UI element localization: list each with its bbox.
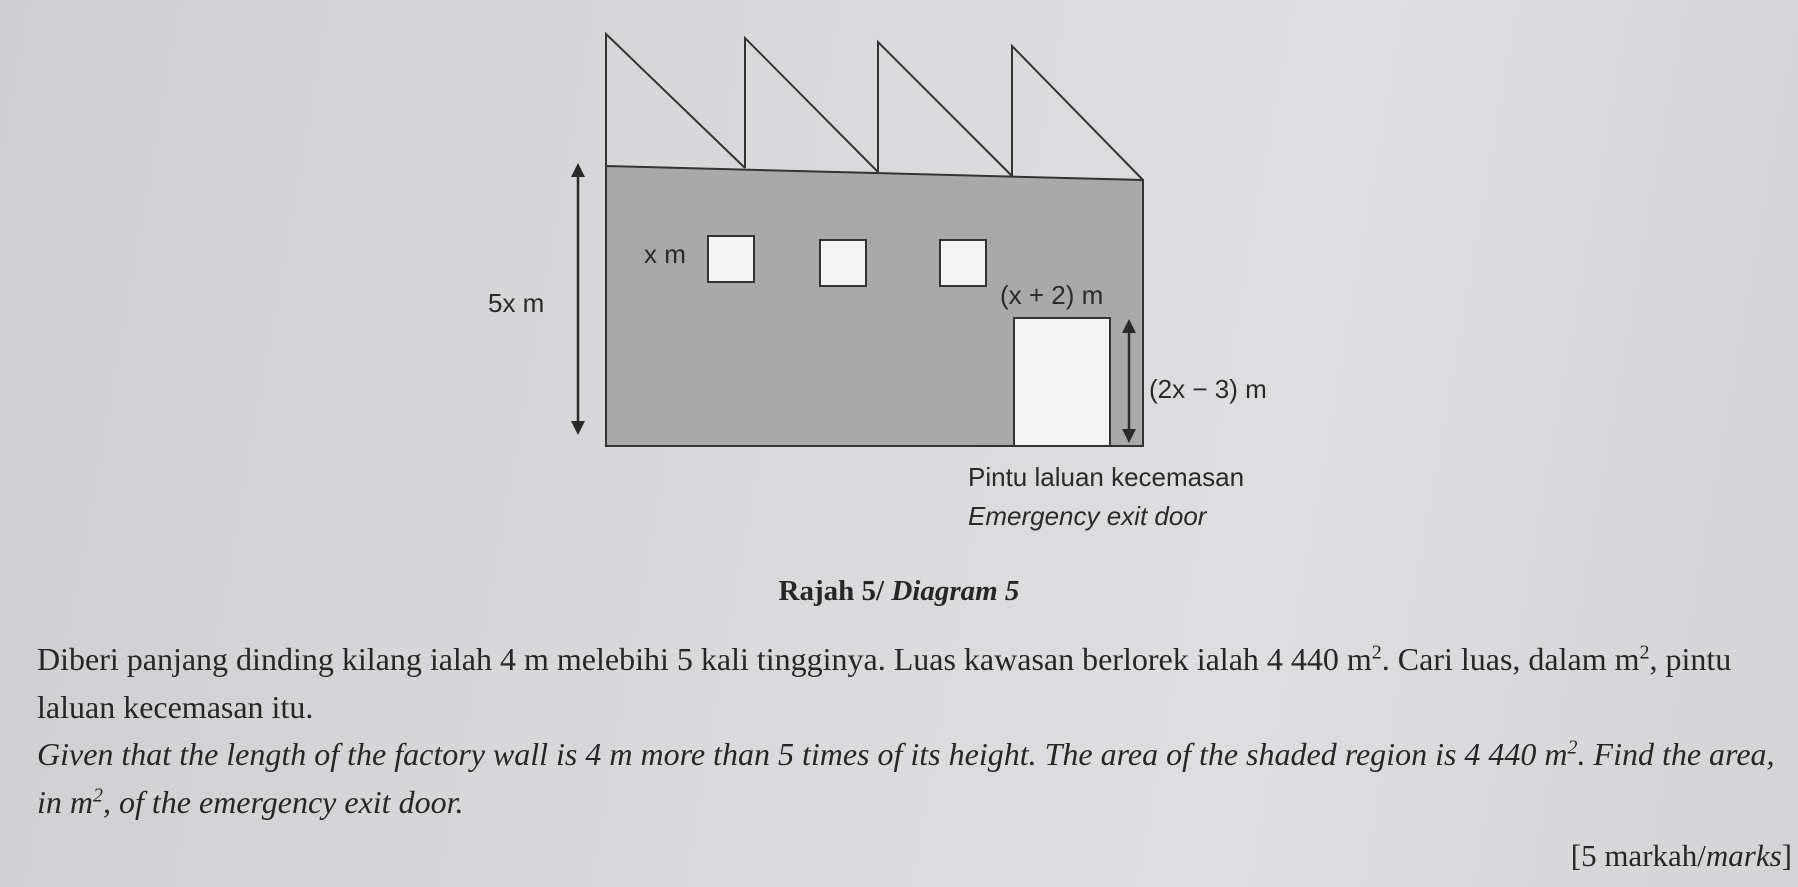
marks-ms: [5 markah/	[1570, 838, 1706, 873]
question-malay	[37, 635, 1777, 731]
sup-en-2: 2	[93, 784, 103, 807]
sup-ms-1: 2	[1371, 641, 1382, 664]
label-door-en: Emergency exit door	[968, 501, 1207, 531]
caption-en: Diagram 5	[891, 575, 1020, 607]
emergency-exit-door	[1014, 318, 1110, 446]
sup-en-1: 2	[1567, 736, 1578, 759]
label-door-width: (x + 2) m	[1000, 280, 1104, 310]
window-3	[940, 240, 986, 286]
question-english	[37, 730, 1777, 826]
diagram-caption	[0, 575, 1798, 608]
question-en-part2: . Find the area, in m	[37, 736, 1775, 820]
label-height: 5x m	[488, 288, 545, 318]
caption-ms: Rajah 5/	[778, 575, 885, 607]
sup-ms-2: 2	[1639, 641, 1650, 664]
window-1	[708, 236, 754, 282]
label-door-height: (2x − 3) m	[1149, 374, 1267, 404]
question-ms-part1: Diberi panjang dinding kilang ialah 4 m melebihi 5 kali tingginya. Luas kawasan berlorek ialah 4 440 m	[37, 641, 1372, 677]
window-2	[820, 240, 866, 286]
factory-roof	[606, 34, 1143, 180]
label-door-ms: Pintu laluan kecemasan	[968, 462, 1245, 492]
question-ms-part3: , pintu laluan kecemasan itu.	[37, 641, 1732, 725]
label-window-side: x m	[644, 239, 686, 269]
question-ms-part2: . Cari luas, dalam m	[1381, 641, 1640, 677]
marks-en: marks	[1705, 838, 1782, 873]
question-en-part1: Given that the length of the factory wall is 4 m more than 5 times of its height. The area of the shaded region is 4 440 m	[37, 736, 1568, 772]
marks-close: ]	[1781, 838, 1792, 873]
marks-allocation	[1571, 838, 1792, 874]
question-en-part3: , of the emergency exit door.	[103, 784, 464, 820]
